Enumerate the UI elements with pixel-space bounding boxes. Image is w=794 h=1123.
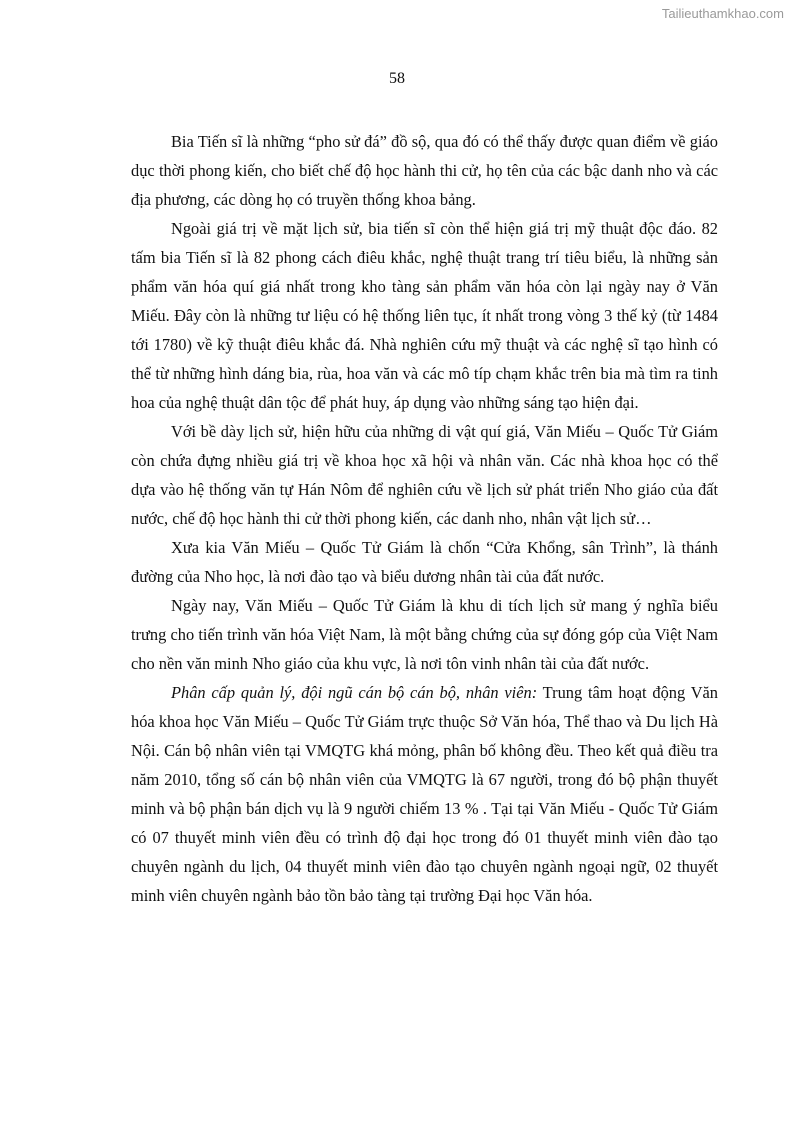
paragraph-5: Ngày nay, Văn Miếu – Quốc Tử Giám là khu di tích lịch sử mang ý nghĩa biểu trưng cho tiến trình văn hóa Việt Nam, là một bằng chứng của sự đóng góp của Việt Nam cho nền văn minh Nho giáo của khu vực, là nơi tôn vinh nhân tài của đất nước. [131,596,718,673]
document-body [131,127,718,910]
paragraph-6-text: Trung tâm hoạt động Văn hóa khoa học Văn Miếu – Quốc Tử Giám trực thuộc Sở Văn hóa, Thể thao và Du lịch Hà Nội. Cán bộ nhân viên tại VMQTG khá mỏng, phân bố không đều. Theo kết quả điều tra năm 2010, tổng số cán bộ nhân viên của VMQTG là 67 người, trong đó bộ phận thuyết minh và bộ phận bán dịch vụ là 9 người chiếm 13 % . Tại tại Văn Miếu - Quốc Tử Giám có 07 thuyết minh viên đều có trình độ đại học trong đó 01 thuyết minh viên đào tạo chuyên ngành du lịch, 04 thuyết minh viên đào tạo chuyên ngành ngoại ngữ, 02 thuyết minh viên chuyên ngành bảo tồn bảo tàng tại trường Đại học Văn hóa. [131,683,718,905]
paragraph-1: Bia Tiến sĩ là những “pho sử đá” đồ sộ, qua đó có thể thấy được quan điểm về giáo dục thời phong kiến, cho biết chế độ học hành thi cử, họ tên của các bậc danh nho và các địa phương, các dòng họ có truyền thống khoa bảng. [131,132,718,209]
page-number: 58 [389,70,405,87]
paragraph-6 [131,678,718,910]
paragraph-4: Xưa kia Văn Miếu – Quốc Tử Giám là chốn “Cửa Khổng, sân Trình”, là thánh đường của Nho học, là nơi đào tạo và biểu dương nhân tài của đất nước. [131,538,718,586]
paragraph-2: Ngoài giá trị về mặt lịch sử, bia tiến sĩ còn thể hiện giá trị mỹ thuật độc đáo. 82 tấm bia Tiến sĩ là 82 phong cách điêu khắc, nghệ thuật trang trí tiêu biểu, là những sản phẩm văn hóa quí giá nhất trong kho tàng sản phẩm văn hóa còn lại ngày nay ở Văn Miếu. Đây còn là những tư liệu có hệ thống liên tục, ít nhất trong vòng 3 thế kỷ (từ 1484 tới 1780) về kỹ thuật điêu khắc đá. Nhà nghiên cứu mỹ thuật và các nghệ sĩ tạo hình có thể từ những hình dáng bia, rùa, hoa văn và các mô típ chạm khắc trên bia mà tìm ra tinh hoa của nghệ thuật dân tộc để phát huy, áp dụng vào những sáng tạo hiện đại. [131,219,718,412]
paragraph-3: Với bề dày lịch sử, hiện hữu của những di vật quí giá, Văn Miếu – Quốc Tử Giám còn chứa đựng nhiều giá trị về khoa học xã hội và nhân văn. Các nhà khoa học có thể dựa vào hệ thống văn tự Hán Nôm để nghiên cứu về lịch sử phát triển Nho giáo của đất nước, chế độ học hành thi cử thời phong kiến, các danh nho, nhân vật lịch sử… [131,422,718,528]
watermark-text: Tailieuthamkhao.com [661,6,784,21]
paragraph-6-italic-lead: Phân cấp quản lý, đội ngũ cán bộ cán bộ, nhân viên: [171,683,538,702]
